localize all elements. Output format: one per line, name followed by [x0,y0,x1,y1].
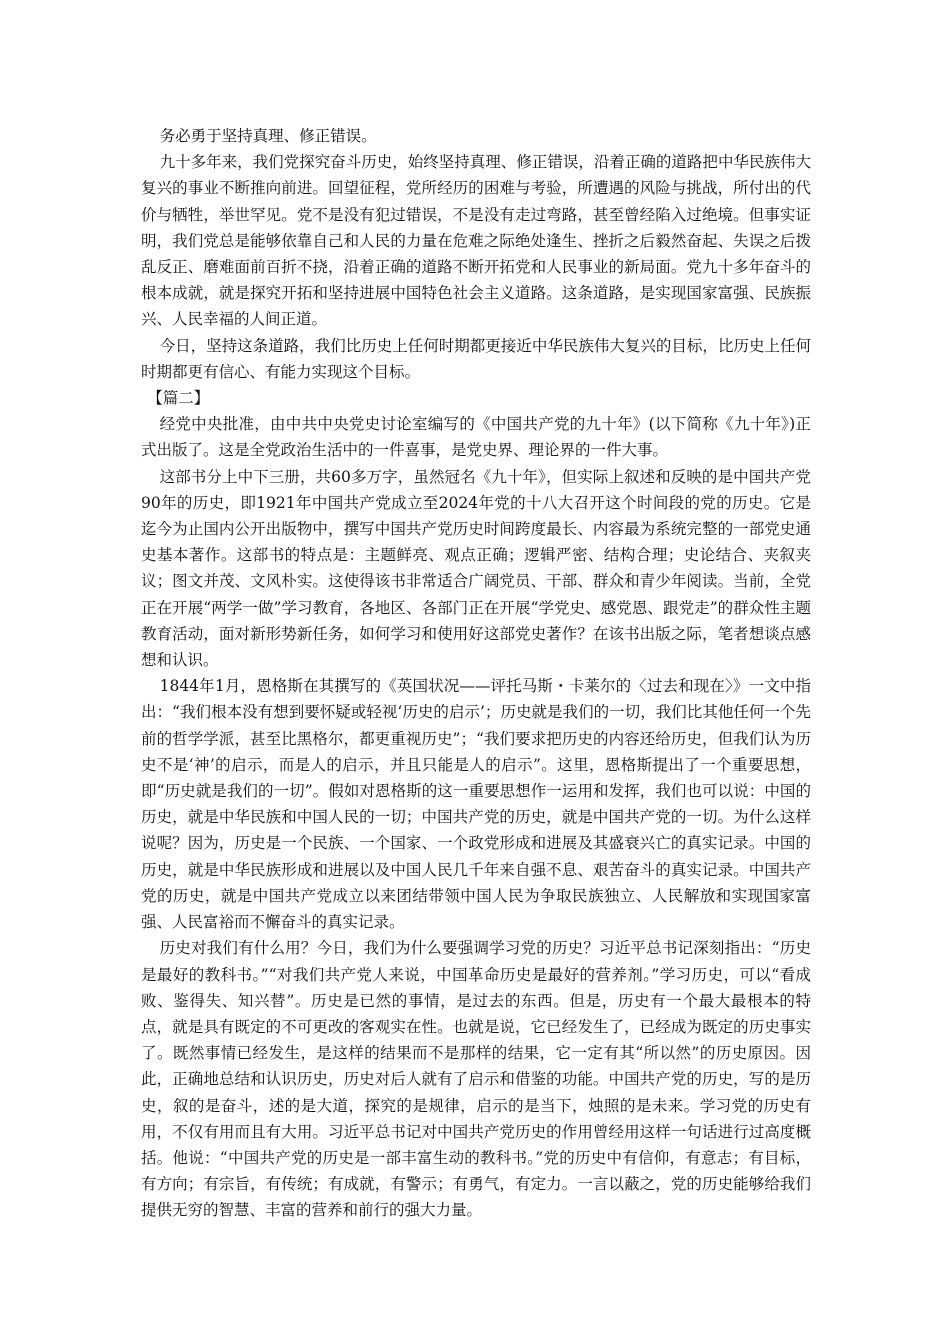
paragraph-1: 务必勇于坚持真理、修正错误。 [159,127,377,145]
paragraph-6: 1844年1月，恩格斯在其撰写的《英国状况——评托马斯・卡莱尔的〈过去和现在〉》一文中指出：“我们根本没有想到要怀疑或轻视‘历史的启示’；历史就是我们的一切，我们比其他任何一个先前的哲学学派，甚至比黑格尔，都更重视历史”；“我们要求把历史的内容还给历史，但我们认为历史不是‘神’的启示，而是人的启示，并且只能是人的启示”。这里，恩格斯提出了一个重要思想，即“历史就是我们的一切”。假如对恩格斯的这一重要思想作一运用和发挥，我们也可以说：中国的历史，就是中华民族和中国人民的一切；中国共产党的历史，就是中国共产党的一切。为什么这样说呢？因为，历史是一个民族、一个国家、一个政党形成和进展及其盛衰兴亡的真实记录。中国的历史，就是中华民族形成和进展以及中国人民几千年来自强不息、艰苦奋斗的真实记录。中国共产党的历史，就是中国共产党成立以来团结带领中国人民为争取民族独立、人民解放和实现国家富强、人民富裕而不懈奋斗的真实记录。 [141,677,811,932]
paragraph-7: 历史对我们有什么用？今日，我们为什么要强调学习党的历史？习近平总书记深刻指出：“历史是最好的教科书。”“对我们共产党人来说，中国革命历史是最好的营养剂。”学习历史，可以“看成败、鉴得失、知兴替”。历史是已然的事情，是过去的东西。但是，历史有一个最大最根本的特点，就是具有既定的不可更改的客观实在性。也就是说，它已经发生了，已经成为既定的历史事实了。既然事情已经发生，是这样的结果而不是那样的结果，它一定有其“所以然”的历史原因。因此，正确地总结和认识历史，历史对后人就有了启示和借鉴的功能。中国共产党的历史，写的是历史，叙的是奋斗，述的是大道，探究的是规律，启示的是当下，烛照的是未来。学习党的历史有用，不仅有用而且有大用。习近平总书记对中国共产党历史的作用曾经用这样一句话进行过高度概括。他说：“中国共产党的历史是一部丰富生动的教科书。”党的历史中有信仰，有意志；有目标，有方向；有宗旨，有传统；有成就，有警示；有勇气，有定力。一言以蔽之，党的历史能够给我们提供无穷的智慧、丰富的营养和前行的强大力量。 [141,939,811,1220]
paragraph-4: 经党中央批准，由中共中央党史讨论室编写的《中国共产党的九十年》(以下简称《九十年》)正式出版了。这是全党政治生活中的一件喜事，是党史界、理论界的一件大事。 [141,415,811,460]
paragraph-3: 今日，坚持这条道路，我们比历史上任何时期都更接近中华民族伟大复兴的目标，比历史上任何时期都更有信心、有能力实现这个目标。 [141,336,811,381]
section-heading: 【篇二】 [147,389,210,408]
document-page [141,123,811,1224]
paragraph-2: 九十多年来，我们党探究奋斗历史，始终坚持真理、修正错误，沿着正确的道路把中华民族伟大复兴的事业不断推向前进。回望征程，党所经历的困难与考验，所遭遇的风险与挑战，所付出的代价与牺牲，举世罕见。党不是没有犯过错误，不是没有走过弯路，甚至曾经陷入过绝境。但事实证明，我们党总是能够依靠自己和人民的力量在危难之际绝处逢生、挫折之后毅然奋起、失误之后拨乱反正、磨难面前百折不挠，沿着正确的道路不断开拓党和人民事业的新局面。党九十多年奋斗的根本成就，就是探究开拓和坚持进展中国特色社会主义道路。这条道路，是实现国家富强、民族振兴、人民幸福的人间正道。 [141,153,811,329]
paragraph-5: 这部书分上中下三册，共60多万字，虽然冠名《九十年》，但实际上叙述和反映的是中国共产党90年的历史，即1921年中国共产党成立至2024年党的十八大召开这个时间段的党的历史。它是迄今为止国内公开出版物中，撰写中国共产党历史时间跨度最长、内容最为系统完整的一部党史通史基本著作。这部书的特点是：主题鲜亮、观点正确；逻辑严密、结构合理；史论结合、夹叙夹议；图文并茂、文风朴实。这使得该书非常适合广阔党员、干部、群众和青少年阅读。当前，全党正在开展“两学一做”学习教育，各地区、各部门正在开展“学党史、感党恩、跟党走”的群众性主题教育活动，面对新形势新任务，如何学习和使用好这部党史著作？在该书出版之际，笔者想谈点感想和认识。 [141,467,811,670]
